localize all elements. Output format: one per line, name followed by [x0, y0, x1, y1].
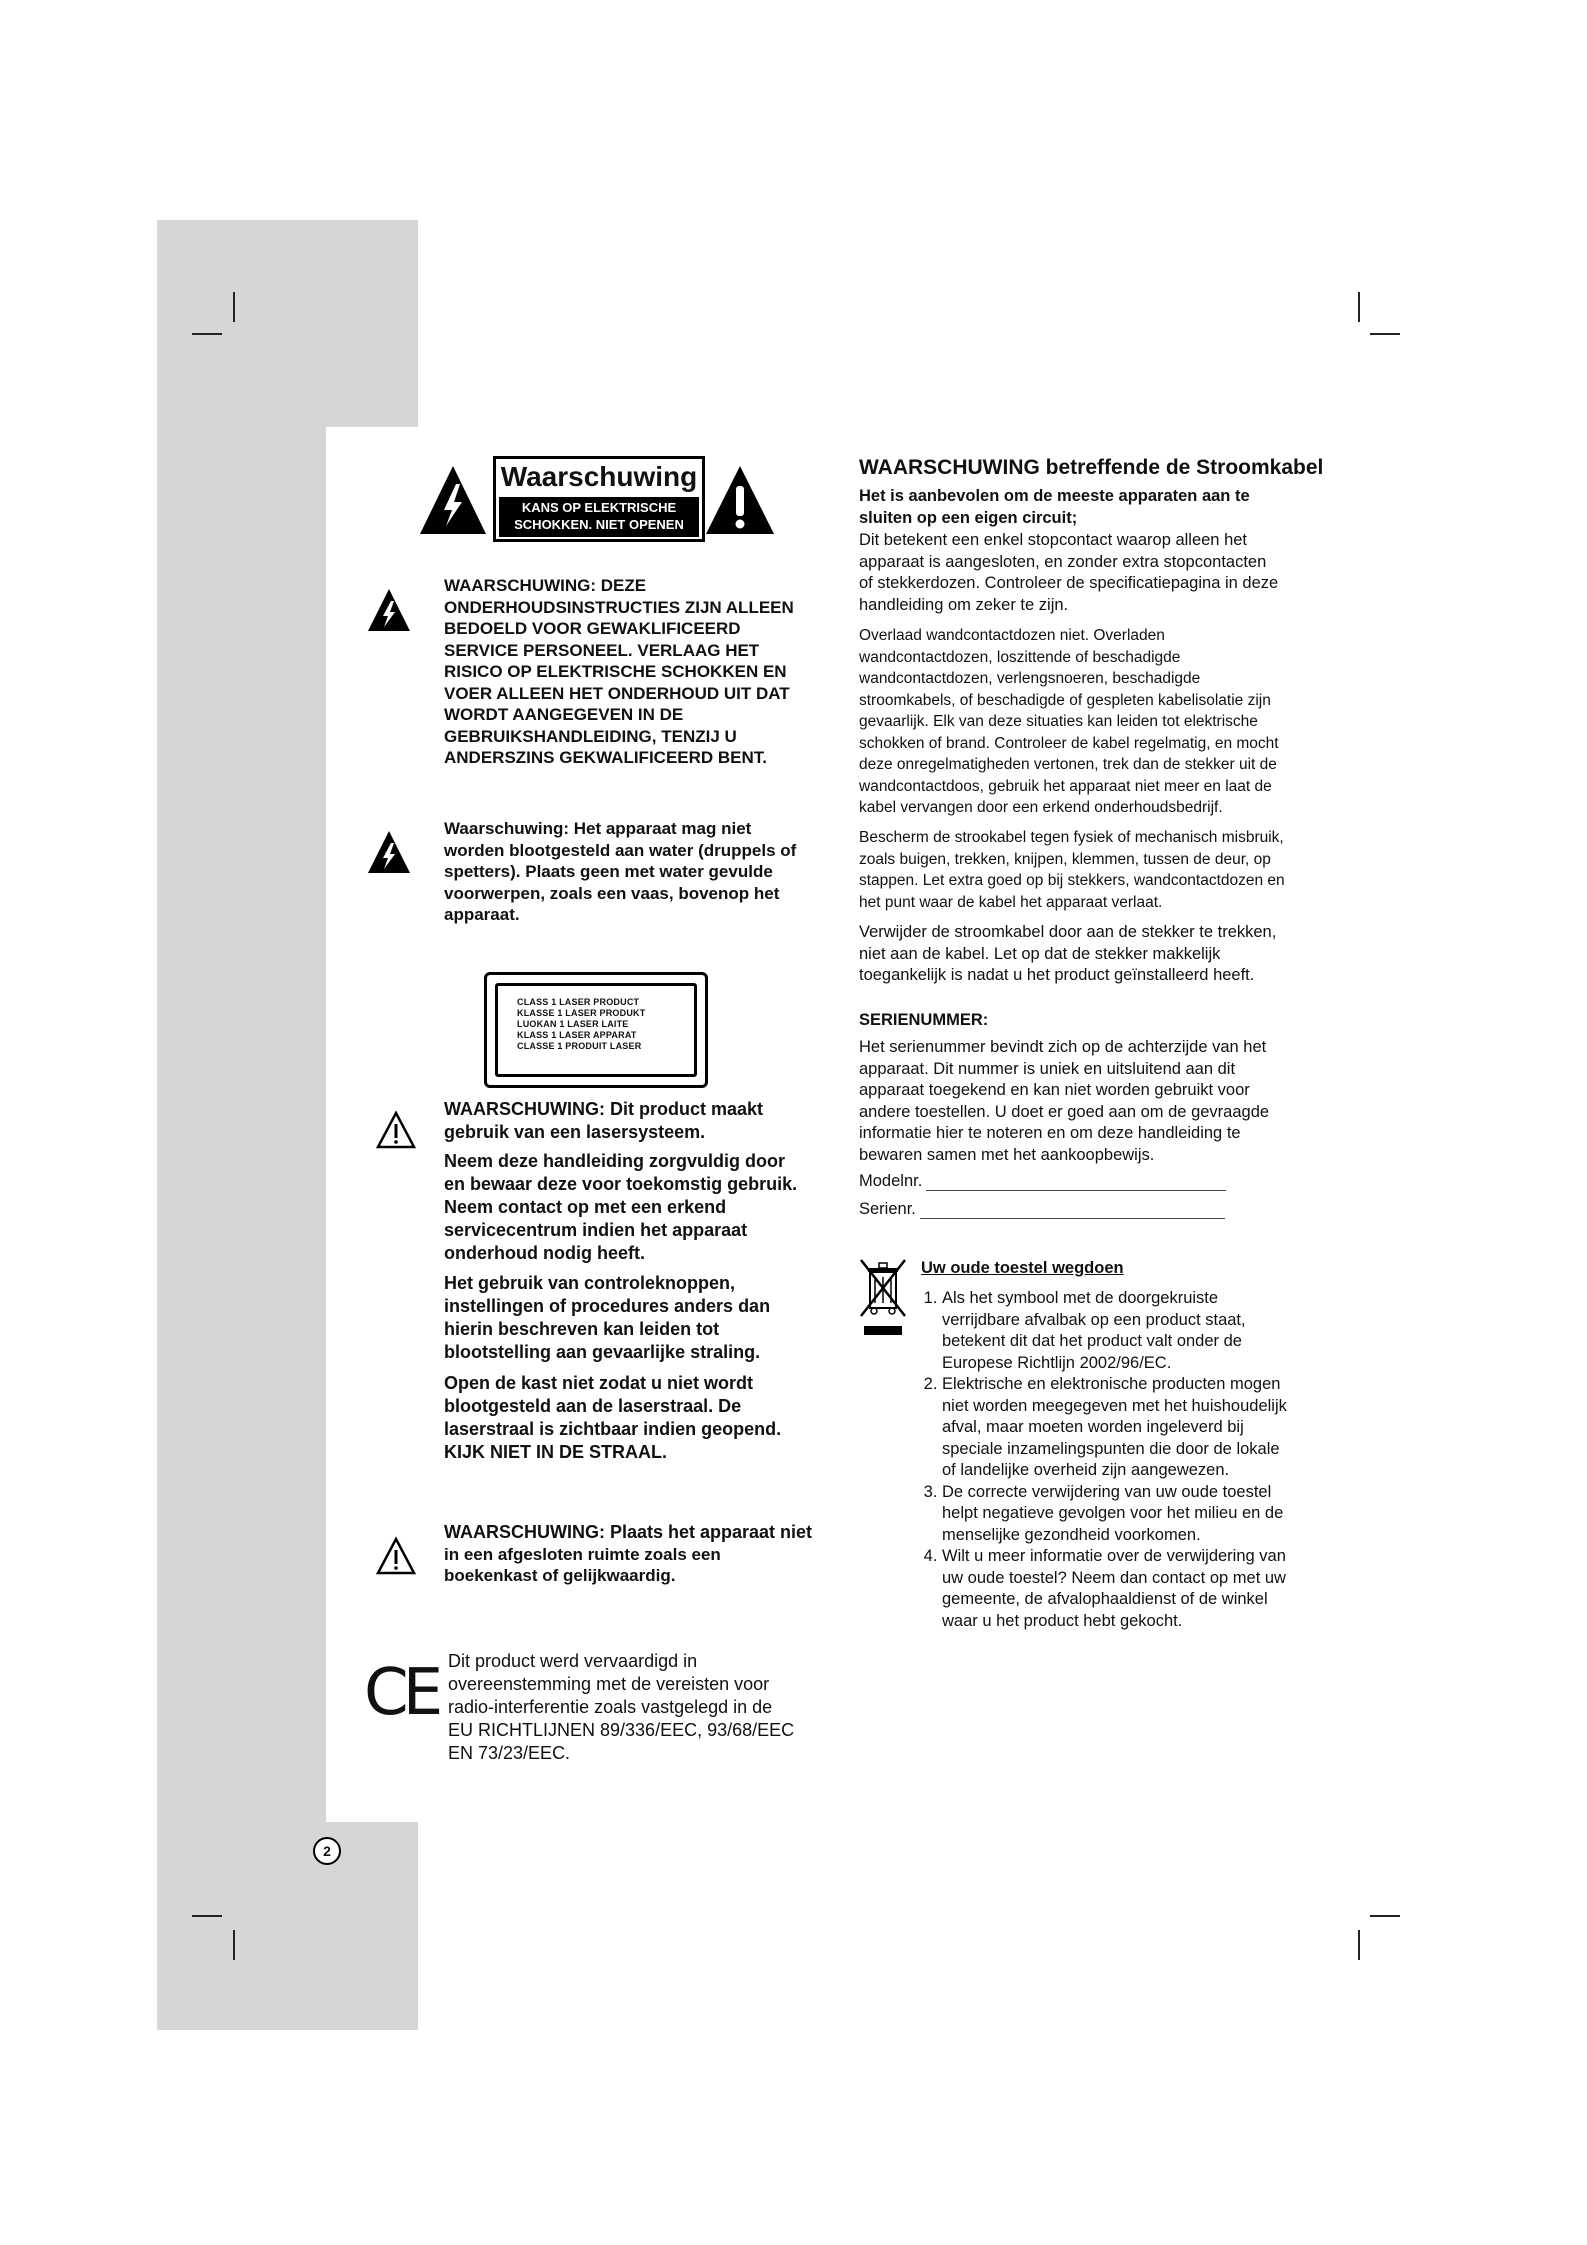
exclamation-outline-triangle-icon: [376, 1110, 416, 1150]
power-cord-paragraph: [859, 827, 1334, 913]
model-number-label: Modelnr.: [859, 1172, 923, 1190]
text-line: Neem contact op met een erkend: [444, 1197, 727, 1217]
text-line: 3. De correcte verwijdering van uw oude toestel: [942, 1482, 1272, 1501]
disposal-list-item: [942, 1288, 1352, 1374]
laser-label-line: LUOKAN 1 LASER LAITE: [517, 1019, 629, 1029]
text-line: blootgesteld aan de laserstraal. De: [444, 1396, 742, 1416]
serial-number-field[interactable]: [859, 1200, 1225, 1219]
text-line: het punt waar de kabel het apparaat verlaat.: [859, 893, 1163, 911]
text-line: wandcontactdozen, loszittende of beschadigde: [859, 648, 1181, 666]
warning-sign-subtitle: [499, 497, 699, 537]
laser-label-line: CLASS 1 LASER PRODUCT: [517, 997, 640, 1007]
text-line: WAARSCHUWING: Dit product maakt: [444, 1099, 763, 1119]
text-line: SERVICE PERSONEEL. VERLAAG HET: [444, 640, 760, 660]
text-line: servicecentrum indien het apparaat: [444, 1220, 748, 1240]
text-line: GEBRUIKSHANDLEIDING, TENZIJ U: [444, 726, 737, 746]
crop-mark: [1370, 1915, 1400, 1917]
laser-label-line: KLASSE 1 LASER PRODUKT: [517, 1008, 646, 1018]
text-line: speciale inzamelingspunten die door de lokale: [942, 1439, 1280, 1458]
serial-number-line[interactable]: [920, 1204, 1225, 1219]
crop-mark: [233, 1930, 235, 1960]
warning-sign-subtitle-line: SCHOKKEN. NIET OPENEN: [514, 517, 684, 532]
warning-laser-beam-text: [444, 1372, 844, 1464]
text-line: WAARSCHUWING: DEZE: [444, 576, 647, 595]
text-line: overeenstemming met de vereisten voor: [448, 1674, 770, 1694]
text-line: of landelijke overheid zijn aangewezen.: [942, 1461, 1230, 1479]
text-line: EU RICHTLIJNEN 89/336/EEC, 93/68/EEC: [448, 1720, 795, 1740]
text-line: informatie hier te noteren en om deze handleiding te: [859, 1124, 1241, 1142]
text-line: WORDT AANGEGEVEN IN DE: [444, 705, 684, 724]
crop-mark: [192, 1915, 222, 1917]
disposal-heading: Uw oude toestel wegdoen: [921, 1259, 1124, 1277]
warning-sign-subtitle-line: KANS OP ELEKTRISCHE: [521, 500, 677, 515]
text-line: VOER ALLEEN HET ONDERHOUD UIT DAT: [444, 683, 790, 703]
laser-label-line: KLASS 1 LASER APPARAT: [517, 1030, 637, 1040]
text-line: radio-interferentie zoals vastgelegd in de: [448, 1697, 773, 1717]
power-cord-paragraph: [859, 530, 1334, 616]
disposal-list-item: [942, 1546, 1352, 1632]
model-number-line[interactable]: [926, 1176, 1226, 1191]
warning-enclosure-text: [444, 1522, 844, 1587]
text-line: Europese Richtlijn 2002/96/EC.: [942, 1353, 1172, 1372]
text-line: blootstelling aan gevaarlijke straling.: [444, 1342, 761, 1362]
crossed-out-bin-icon: [858, 1258, 908, 1340]
warning-sign-title: Waarschuwing: [500, 461, 698, 492]
lightning-triangle-icon: [418, 464, 488, 536]
crop-mark: [1370, 333, 1400, 335]
laser-label-line: CLASSE 1 PRODUIT LASER: [517, 1041, 642, 1051]
text-line: gevaarlijk. Elk van deze situaties kan leiden tot elektrische: [859, 713, 1258, 730]
text-line: stroomkabels, of beschadigde of gespleten kabelisolatie zijn: [859, 691, 1271, 709]
text-line: voorwerpen, zoals een vaas, bovenop het: [444, 883, 780, 903]
text-line: apparaat toegekend en kan niet worden gebruikt voor: [859, 1081, 1250, 1099]
text-line: deze onregelmatigheden vertonen, trek dan de stekker uit de: [859, 756, 1277, 773]
crop-mark: [233, 292, 235, 322]
exclamation-triangle-icon: [704, 464, 776, 536]
text-line: WAARSCHUWING: Plaats het apparaat niet: [444, 1522, 813, 1542]
serial-number-label: Serienr.: [859, 1200, 916, 1218]
text-line: apparaat.: [444, 905, 520, 924]
text-line: Neem deze handleiding zorgvuldig door: [444, 1151, 786, 1171]
text-line: betekent dit dat het product valt onder de: [942, 1332, 1242, 1350]
disposal-list-item: [942, 1482, 1352, 1547]
disposal-list-item: [942, 1374, 1352, 1482]
text-line: Het serienummer bevindt zich op de achterzijde van het: [859, 1038, 1267, 1056]
text-line: sluiten op een eigen circuit;: [859, 508, 1078, 527]
text-line: boekenkast of gelijkwaardig.: [444, 1566, 676, 1585]
text-line: 2. Elektrische en elektronische producten mogen: [942, 1375, 1281, 1393]
text-line: instellingen of procedures anders dan: [444, 1296, 771, 1316]
text-line: andere toestellen. U doet er goed aan om de gevraagde: [859, 1102, 1270, 1121]
exclamation-outline-triangle-icon: [376, 1536, 416, 1576]
text-line: in een afgesloten ruimte zoals een: [444, 1544, 721, 1564]
text-line: kabel vervangen door een erkend onderhoudsbedrijf.: [859, 799, 1223, 816]
text-line: uw oude toestel? Neem dan contact op met uw: [942, 1568, 1286, 1587]
crop-mark: [192, 333, 222, 335]
crop-mark: [1358, 1930, 1360, 1960]
text-line: waar u het product hebt gekocht.: [942, 1611, 1183, 1630]
text-line: 4. Wilt u meer informatie over de verwijdering van: [942, 1547, 1286, 1565]
text-line: worden blootgesteld aan water (druppels of: [444, 840, 797, 860]
text-line: menselijke gezondheid voorkomen.: [942, 1525, 1201, 1544]
text-line: Waarschuwing: Het apparaat mag niet: [444, 819, 752, 838]
text-line: helpt negatieve gevolgen voor het milieu en de: [942, 1504, 1284, 1522]
text-line: niet aan de kabel. Let op dat de stekker makkelijk: [859, 944, 1221, 963]
warning-laser-heading: [444, 1098, 844, 1144]
power-cord-heading: WAARSCHUWING betreffende de Stroomkabel: [859, 456, 1324, 479]
text-line: spetters). Plaats geen met water gevulde: [444, 862, 773, 881]
text-line: Verwijder de stroomkabel door aan de stekker te trekken,: [859, 923, 1277, 941]
text-line: Dit betekent een enkel stopcontact waarop alleen het: [859, 531, 1248, 549]
warning-laser-controls-text: [444, 1272, 844, 1364]
ce-mark-icon: CE: [364, 1656, 438, 1730]
text-line: wandcontactdoos, gebruik het apparaat niet meer en laat de: [859, 777, 1272, 795]
warning-sign: [493, 456, 705, 542]
lightning-triangle-icon: [367, 830, 411, 874]
text-line: EN 73/23/EEC.: [448, 1743, 571, 1763]
text-line: toegankelijk is nadat u het product geïnstalleerd heeft.: [859, 966, 1255, 984]
text-line: hierin beschreven kan leiden tot: [444, 1319, 720, 1339]
text-line: stappen. Let extra goed op bij stekkers, wandcontactdozen en: [859, 872, 1285, 889]
disposal-list: [920, 1288, 1352, 1632]
lightning-triangle-icon: [367, 588, 411, 632]
text-line: of stekkerdozen. Controleer de specificatiepagina in deze: [859, 574, 1279, 592]
text-line: verrijdbare afvalbak op een product staat,: [942, 1310, 1246, 1329]
text-line: wandcontactdozen, verlengsnoeren, beschadigde: [859, 670, 1201, 687]
text-line: RISICO OP ELEKTRISCHE SCHOKKEN EN: [444, 662, 787, 681]
text-line: onderhoud nodig heeft.: [444, 1243, 645, 1263]
laser-class-label: [484, 972, 708, 1088]
text-line: Dit product werd vervaardigd in: [448, 1651, 698, 1671]
text-line: 1. Als het symbool met de doorgekruiste: [942, 1289, 1219, 1307]
warning-service-text: [444, 575, 844, 769]
text-line: Open de kast niet zodat u niet wordt: [444, 1373, 754, 1393]
text-line: zoals buigen, trekken, knijpen, klemmen, tussen de deur, op: [859, 850, 1271, 868]
warning-water-text: [444, 818, 844, 926]
text-line: Het gebruik van controleknoppen,: [444, 1273, 736, 1293]
text-line: ANDERSZINS GEKWALIFICEERD BENT.: [444, 748, 768, 767]
power-cord-paragraph: [859, 922, 1334, 987]
text-line: ONDERHOUDSINSTRUCTIES ZIJN ALLEEN: [444, 597, 794, 617]
text-line: en bewaar deze voor toekomstig gebruik.: [444, 1174, 798, 1194]
text-line: apparaat. Dit nummer is uniek en uitsluitend aan dit: [859, 1059, 1236, 1078]
text-line: laserstraal is zichtbaar indien geopend.: [444, 1419, 782, 1439]
text-line: afval, maar moeten worden ingeleverd bij: [942, 1418, 1244, 1436]
text-line: schokken of brand. Controleer de kabel regelmatig, en mocht: [859, 734, 1279, 752]
page-number: 2: [313, 1837, 341, 1865]
power-cord-intro: [859, 486, 1334, 529]
power-cord-paragraph: [859, 625, 1334, 819]
model-number-field[interactable]: [859, 1172, 1226, 1191]
text-line: Het is aanbevolen om de meeste apparaten aan te: [859, 487, 1250, 505]
text-line: BEDOELD VOOR GEWAKLIFICEERD: [444, 619, 741, 638]
text-line: handleiding om zeker te zijn.: [859, 595, 1069, 614]
text-line: gebruik van een lasersysteem.: [444, 1122, 706, 1142]
text-line: apparaat is aangesloten, en zonder extra stopcontacten: [859, 552, 1267, 571]
text-line: niet worden meegegeven met het huishoudelijk: [942, 1396, 1287, 1415]
text-line: gemeente, de afvalophaaldienst of de winkel: [942, 1590, 1268, 1608]
text-line: Overlaad wandcontactdozen niet. Overladen: [859, 627, 1165, 644]
text-line: bewaren samen met het aankoopbewijs.: [859, 1145, 1155, 1164]
ce-text: [448, 1650, 848, 1765]
crop-mark: [1358, 292, 1360, 322]
serial-text: [859, 1037, 1334, 1166]
warning-laser-manual-text: [444, 1150, 844, 1265]
text-line: Bescherm de strookabel tegen fysiek of mechanisch misbruik,: [859, 829, 1284, 846]
text-line: KIJK NIET IN DE STRAAL.: [444, 1442, 668, 1462]
serial-heading: SERIENUMMER:: [859, 1011, 989, 1029]
